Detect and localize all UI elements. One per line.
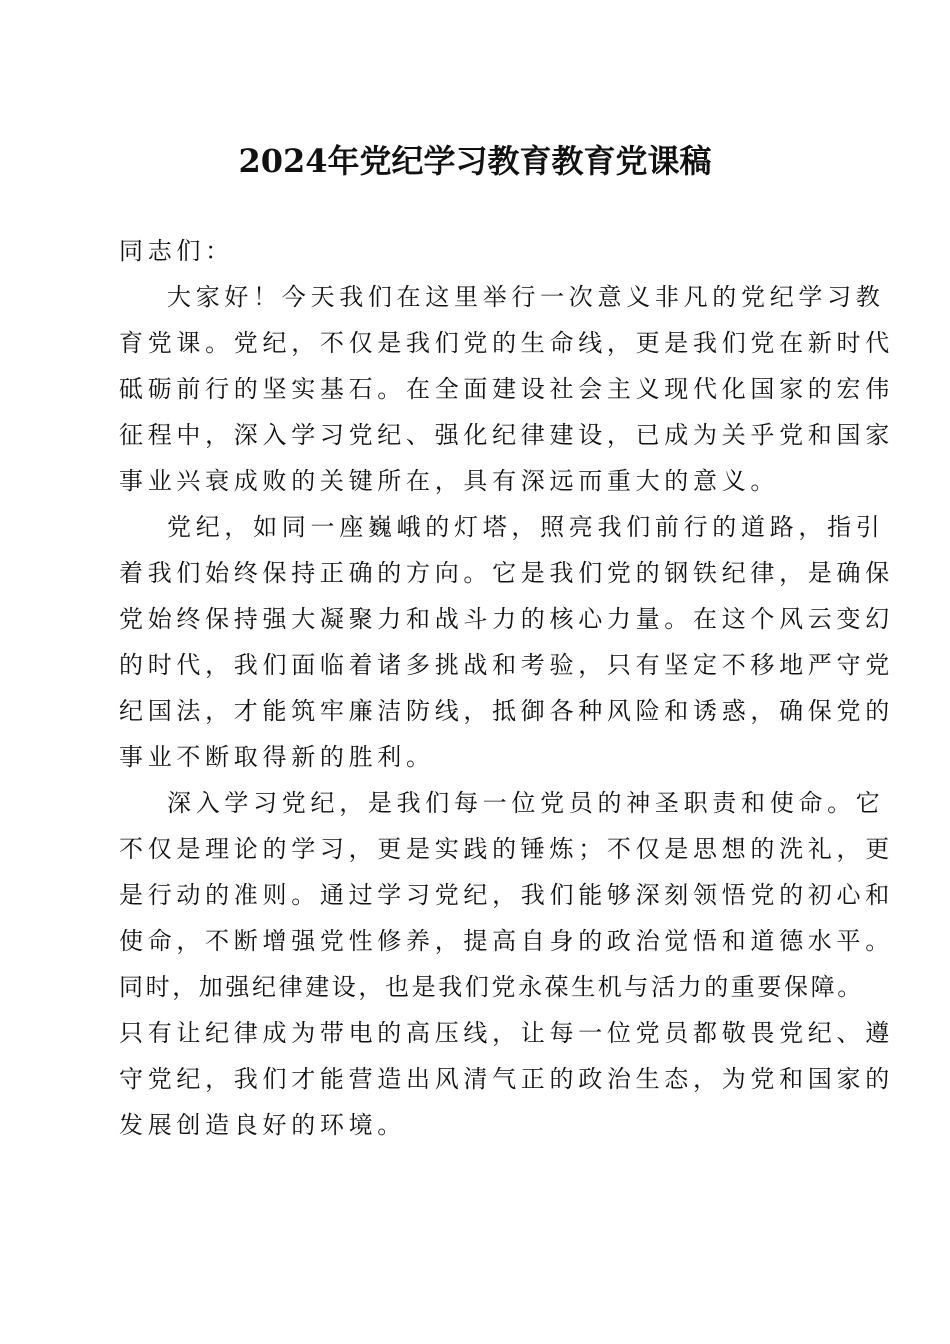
paragraph-2 bbox=[119, 504, 894, 780]
paragraph-line: 纪国法，才能筑牢廉洁防线，抵御各种风险和诱惑，确保党的 bbox=[119, 697, 894, 725]
paragraph-line: 育党课。党纪，不仅是我们党的生命线，更是我们党在新时代 bbox=[119, 329, 894, 357]
paragraph-line: 事业不断取得新的胜利。 bbox=[119, 743, 435, 771]
paragraph-line: 不仅是理论的学习，更是实践的锤炼；不仅是思想的洗礼，更 bbox=[119, 835, 894, 863]
salutation: 同志们： bbox=[119, 237, 234, 265]
paragraph-line: 征程中，深入学习党纪、强化纪律建设，已成为关乎党和国家 bbox=[119, 421, 894, 449]
paragraph-line: 砥砺前行的坚实基石。在全面建设社会主义现代化国家的宏伟 bbox=[119, 375, 894, 403]
paragraph-line: 只有让纪律成为带电的高压线，让每一位党员都敬畏党纪、遵 bbox=[119, 1019, 894, 1047]
document-title: 2024年党纪学习教育教育党课稿 bbox=[238, 142, 712, 180]
paragraph-3 bbox=[119, 780, 894, 1148]
document-body bbox=[119, 228, 894, 1148]
paragraph-line: 着我们始终保持正确的方向。它是我们党的钢铁纪律，是确保 bbox=[119, 559, 894, 587]
paragraph-line: 深入学习党纪，是我们每一位党员的神圣职责和使命。它 bbox=[167, 789, 885, 817]
paragraph-1 bbox=[119, 274, 894, 504]
paragraph-line: 是行动的准则。通过学习党纪，我们能够深刻领悟党的初心和 bbox=[119, 881, 894, 909]
paragraph-line: 事业兴衰成败的关键所在，具有深远而重大的意义。 bbox=[119, 467, 780, 495]
paragraph-line: 使命，不断增强党性修养，提高自身的政治觉悟和道德水平。 bbox=[119, 927, 894, 955]
paragraph-line: 党始终保持强大凝聚力和战斗力的核心力量。在这个风云变幻 bbox=[119, 605, 894, 633]
paragraph-line: 同时，加强纪律建设，也是我们党永葆生机与活力的重要保障。 bbox=[119, 973, 864, 1001]
paragraph-line: 的时代，我们面临着诸多挑战和考验，只有坚定不移地严守党 bbox=[119, 651, 894, 679]
paragraph-line: 党纪，如同一座巍峨的灯塔，照亮我们前行的道路，指引 bbox=[167, 513, 885, 541]
paragraph-line: 发展创造良好的环境。 bbox=[119, 1111, 406, 1139]
paragraph-line: 守党纪，我们才能营造出风清气正的政治生态，为党和国家的 bbox=[119, 1065, 894, 1093]
paragraph-line: 大家好！今天我们在这里举行一次意义非凡的党纪学习教 bbox=[167, 283, 885, 311]
